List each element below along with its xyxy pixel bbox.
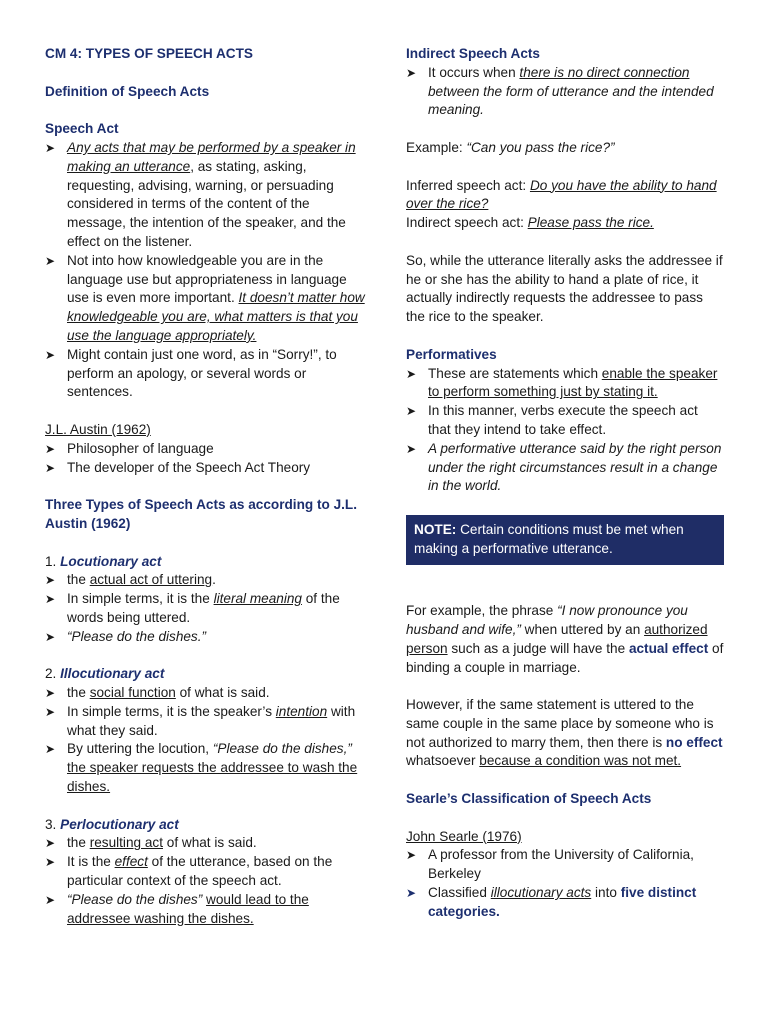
perlocutionary-heading: 3. Perlocutionary act <box>45 816 179 832</box>
searle-name: John Searle (1976) <box>406 828 522 844</box>
list-item: ➤ the social function of what is said. <box>45 684 367 703</box>
list-item: ➤ the actual act of uttering. <box>45 571 367 590</box>
arrow-bullet-icon: ➤ <box>406 65 417 80</box>
arrow-bullet-icon: ➤ <box>406 366 417 381</box>
arrow-bullet-icon: ➤ <box>45 704 56 719</box>
three-types-heading: Three Types of Speech Acts as according to J.L. Austin (1962) <box>45 497 357 531</box>
list-item: ➤ “Please do the dishes.” <box>45 628 367 647</box>
list-item: ➤ It is the effect of the utterance, based on the particular context of the speech act. <box>45 854 333 889</box>
arrow-bullet-icon: ➤ <box>45 629 56 644</box>
list-item: ➤ In simple terms, it is the speaker’s intention with what they said. <box>45 703 356 738</box>
list-item: ➤ Might contain just one word, as in “Sorry!”, to perform an apology, or several words or sentences. <box>45 346 337 400</box>
note-text: Certain conditions must be met when making a performative utterance. <box>414 521 684 556</box>
performatives-list <box>406 365 724 497</box>
locutionary-heading: 1. Locutionary act <box>45 553 162 569</box>
arrow-bullet-icon: ➤ <box>45 686 56 701</box>
list-item: ➤ By uttering the locution, “Please do the dishes,” the speaker requests the addressee to wash the dishes. <box>45 741 358 795</box>
arrow-bullet-icon: ➤ <box>406 441 417 456</box>
example2-paragraph: For example, the phrase “I now pronounce you husband and wife,” when uttered by an authorized person such as a judge will have the actual effect of binding a couple in marriage. <box>406 603 724 675</box>
list-item: ➤ Classified illocutionary acts into five distinct categories. <box>406 885 697 919</box>
definition-heading: Definition of Speech Acts <box>45 83 210 99</box>
list-item: ➤ The developer of the Speech Act Theory <box>45 459 367 478</box>
austin-list <box>45 440 367 478</box>
list-item: ➤ A professor from the University of California, Berkeley <box>406 847 694 882</box>
arrow-bullet-icon: ➤ <box>45 140 56 155</box>
list-item: ➤ Not into how knowledgeable you are in the language use but appropriateness in language use is even more important. It doesn’t matter how knowledgeable you are, what matters is that you use the language appropriately. <box>45 252 365 343</box>
list-item: ➤ These are statements which enable the speaker to perform something just by stating it. <box>406 365 718 400</box>
note-box <box>406 515 724 565</box>
left-column <box>45 45 367 928</box>
arrow-bullet-icon: ➤ <box>45 855 56 870</box>
list-item: ➤ A performative utterance said by the right person under the right circumstances result in a change in the world. <box>406 440 722 494</box>
arrow-bullet-icon: ➤ <box>45 573 56 588</box>
document-title: CM 4: TYPES OF SPEECH ACTS <box>45 46 253 61</box>
indirect-list <box>406 64 724 120</box>
perlocutionary-list <box>45 834 367 928</box>
austin-heading: J.L. Austin (1962) <box>45 421 151 437</box>
list-item: ➤ It occurs when there is no direct connection between the form of utterance and the intended meaning. <box>406 64 714 118</box>
arrow-bullet-icon: ➤ <box>45 742 56 757</box>
arrow-bullet-icon: ➤ <box>45 836 56 851</box>
list-item: ➤ Any acts that may be performed by a speaker in making an utterance, as stating, asking, requesting, advising, warning, or persuading considered in terms of the content of the message, the intention of the speaker, and the effect on the listener. <box>45 139 356 249</box>
illocutionary-list <box>45 684 367 797</box>
arrow-bullet-icon: ➤ <box>406 404 417 419</box>
arrow-bullet-icon: ➤ <box>406 886 417 901</box>
arrow-bullet-icon: ➤ <box>45 441 56 456</box>
however-paragraph: However, if the same statement is uttered to the same couple in the same place by someone who is not authorized to marry them, then there is no effect whatsoever because a condition was not met. <box>406 697 723 769</box>
note-label: NOTE: <box>414 521 457 537</box>
locutionary-list <box>45 571 367 646</box>
arrow-bullet-icon: ➤ <box>45 892 56 907</box>
indirect-line: Indirect speech act: Please pass the rice. <box>406 215 654 231</box>
so-paragraph: So, while the utterance literally asks the addressee if he or she has the ability to hand a plate of rice, it actually indirectly requests the addressee to pass the rice to the speaker. <box>406 252 723 325</box>
arrow-bullet-icon: ➤ <box>45 347 56 362</box>
searle-heading: Searle’s Classification of Speech Acts <box>406 791 652 807</box>
example-line: Example: “Can you pass the rice?” <box>406 139 615 155</box>
searle-list <box>406 846 724 921</box>
illocutionary-heading: 2. Illocutionary act <box>45 666 165 682</box>
arrow-bullet-icon: ➤ <box>406 848 417 863</box>
arrow-bullet-icon: ➤ <box>45 253 56 268</box>
speech-act-heading: Speech Act <box>45 121 119 137</box>
list-item: ➤ In simple terms, it is the literal meaning of the words being uttered. <box>45 591 340 625</box>
inferred-line: Inferred speech act: Do you have the ability to hand over the rice? <box>406 177 717 212</box>
right-column <box>406 45 724 922</box>
list-item: ➤ Philosopher of language <box>45 440 367 459</box>
indirect-heading: Indirect Speech Acts <box>406 46 540 61</box>
arrow-bullet-icon: ➤ <box>45 460 56 475</box>
list-item: ➤ “Please do the dishes” would lead to the addressee washing the dishes. <box>45 891 309 926</box>
arrow-bullet-icon: ➤ <box>45 592 56 607</box>
performatives-heading: Performatives <box>406 346 497 362</box>
list-item: ➤ In this manner, verbs execute the speech act that they intend to take effect. <box>406 403 698 437</box>
speech-act-list <box>45 139 367 402</box>
list-item: ➤ the resulting act of what is said. <box>45 834 367 853</box>
